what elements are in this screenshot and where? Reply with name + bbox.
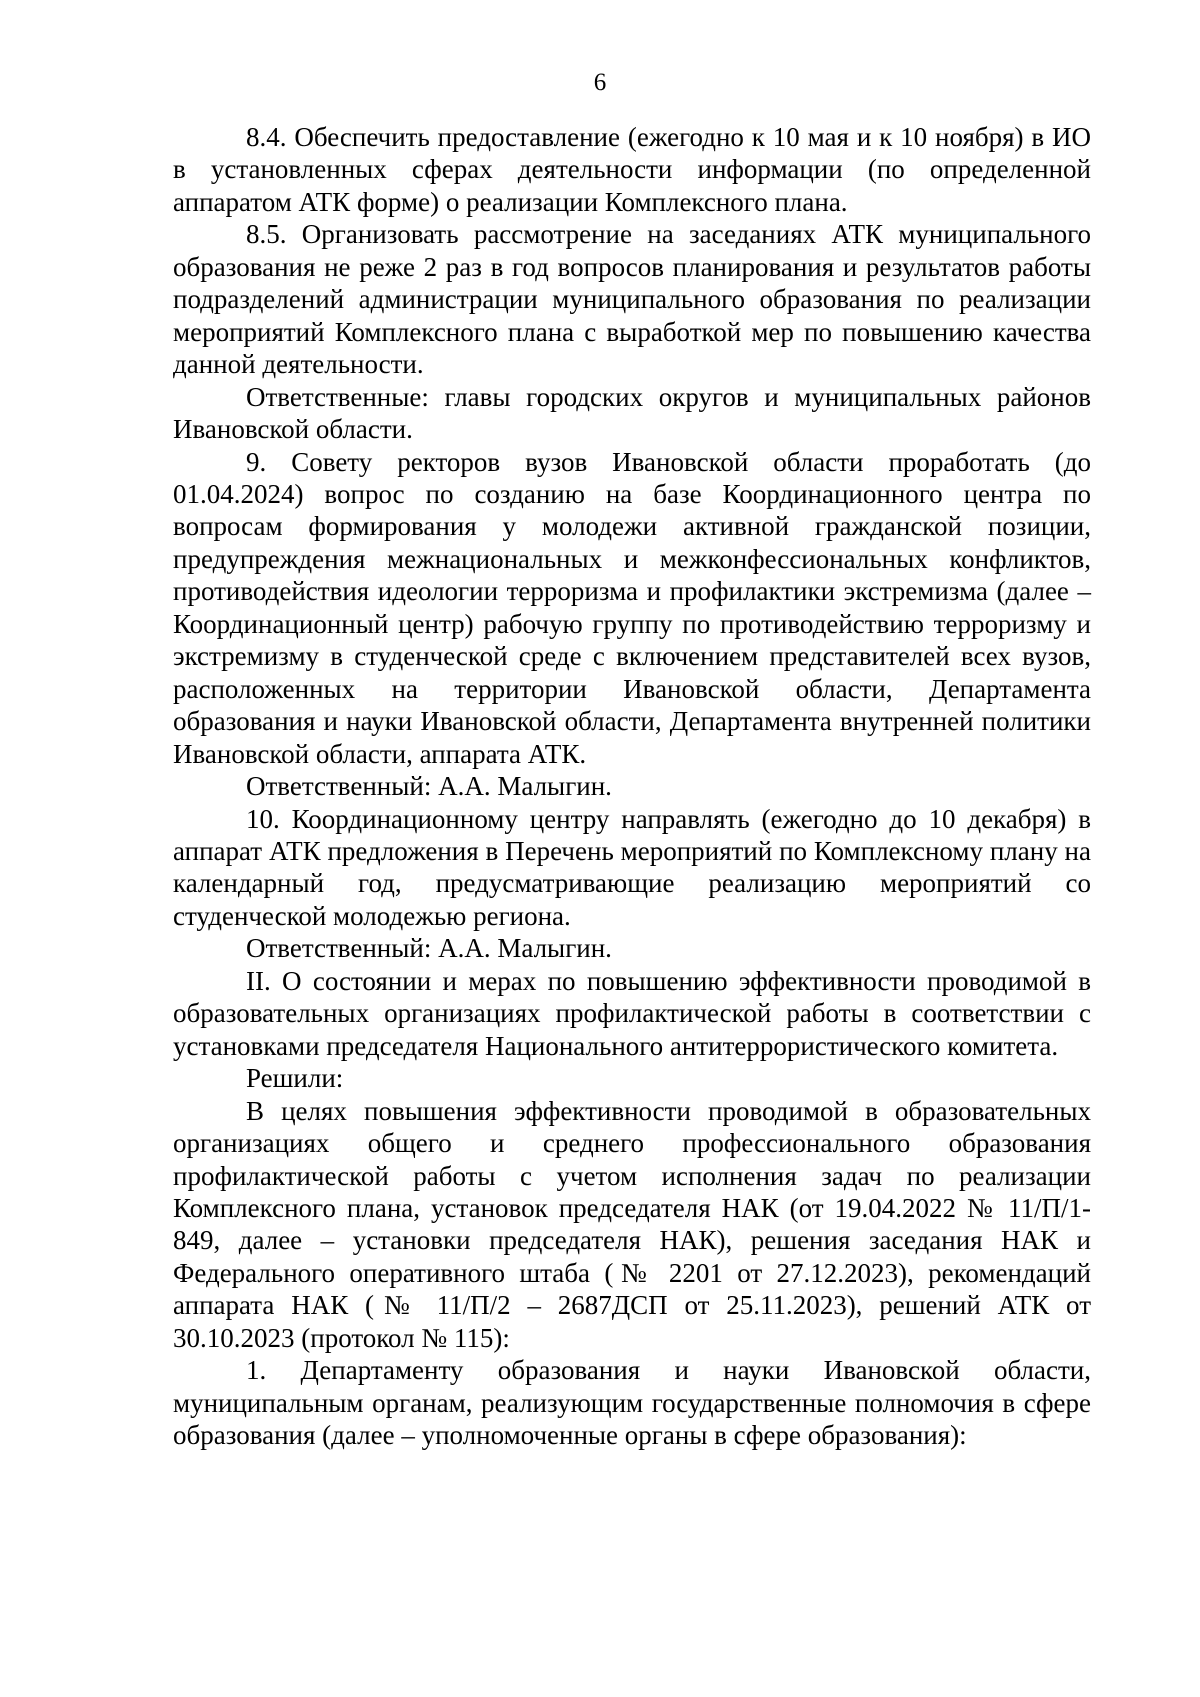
responsible-malygin-2: Ответственный: А.А. Малыгин.: [246, 933, 612, 964]
responsible-malygin-1: Ответственный: А.А. Малыгин.: [246, 771, 612, 802]
paragraph-9: 9. Совету ректоров вузов Ивановской области проработать (до 01.04.2024) вопрос по созданию на базе Координационного центра по вопросам формирования у молодежи активной гражданской позиции, предупреждения межнациональных и межконфессиональных конфликтов, противодействия идеологии терроризма и профилактики экстремизма (далее – Координационный центр) рабочую группу по противодействию терроризму и экстремизму в студенческой среде с включением представителей всех вузов, расположенных на территории Ивановской области, Департамента образования и науки Ивановской области, Департамента внутренней политики Ивановской области, аппарата АТК.: [173, 446, 1091, 769]
resolved-label: Решили:: [246, 1063, 344, 1094]
paragraph-1: 1. Департаменту образования и науки Ивановской области, муниципальным органам, реализующим государственные полномочия в сфере образования (далее – уполномоченные органы в сфере образования):: [173, 1355, 1091, 1451]
paragraph-8-5: 8.5. Организовать рассмотрение на заседаниях АТК муниципального образования не реже 2 раз в год вопросов планирования и результатов работы подразделений администрации муниципального образования по реализации мероприятий Комплексного плана с выработкой мер по повышению качества данной деятельности.: [173, 219, 1091, 380]
responsible-heads: Ответственные: главы городских округов и муниципальных районов Ивановской области.: [173, 381, 1091, 445]
paragraph-preamble: В целях повышения эффективности проводимой в образовательных организациях общего и среднего профессионального образования профилактической работы с учетом исполнения задач по реализации Комплексного плана, установок председателя НАК (от 19.04.2022 № 11/П/1-849, далее – установки председателя НАК), решения заседания НАК и Федерального оперативного штаба (№ 2201 от 27.12.2023), рекомендаций аппарата НАК (№ 11/П/2 – 2687ДСП от 25.11.2023), решений АТК от 30.10.2023 (протокол № 115):: [173, 1095, 1091, 1353]
page-number: 6: [593, 69, 607, 96]
document-body: [173, 121, 1091, 1452]
paragraph-8-4: 8.4. Обеспечить предоставление (ежегодно к 10 мая и к 10 ноября) в ИО в установленных сферах деятельности информации (по определенной аппаратом АТК форме) о реализации Комплексного плана.: [173, 122, 1091, 217]
paragraph-10: 10. Координационному центру направлять (ежегодно до 10 декабря) в аппарат АТК предложения в Перечень мероприятий по Комплексному плану на календарный год, предусматривающие реализацию мероприятий со студенческой молодежью региона.: [173, 803, 1091, 931]
section-ii-heading: II. О состоянии и мерах по повышению эффективности проводимой в образовательных организациях профилактической работы в соответствии с установками председателя Национального антитеррористического комитета.: [173, 965, 1091, 1061]
